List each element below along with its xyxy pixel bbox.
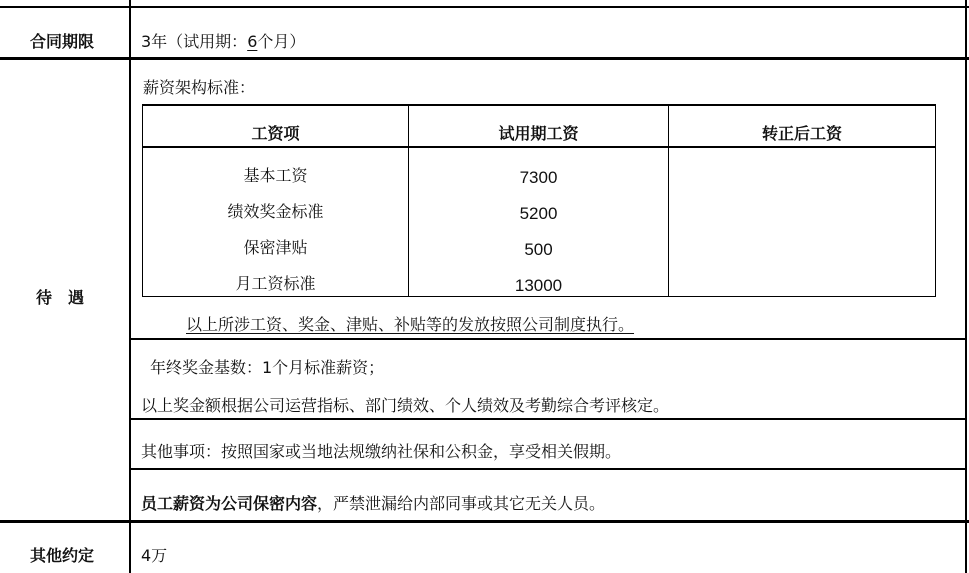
right-border — [965, 0, 967, 573]
row-item-performance-bonus: 绩效奖金标准 — [227, 202, 324, 221]
bonus-assessment-note: 以上奖金额根据公司运营指标、部门绩效、个人绩效及考勤综合考评核定。 — [141, 396, 670, 415]
year-end-bonus-base: 年终奖金基数：1个月标准薪资； — [150, 358, 385, 377]
benefits-label: 待 遇 — [36, 288, 85, 307]
contract-term-label: 合同期限 — [30, 32, 95, 51]
confidentiality-rest: ，严禁泄漏给内部同事或其它无关人员。 — [317, 494, 606, 513]
row-probation-monthly-salary: 13000 — [514, 276, 563, 295]
row-probation-performance-bonus: 5200 — [519, 204, 558, 223]
row-item-base-salary: 基本工资 — [243, 166, 308, 185]
probation-months: 6 — [247, 32, 258, 51]
row-probation-confidentiality-allowance: 500 — [524, 240, 553, 259]
salary-table-bottom — [142, 296, 936, 297]
other-matters-text: 其他事项：按照国家或当地法规缴纳社保和公积金，享受相关假期。 — [141, 442, 622, 461]
salary-table-note: 以上所涉工资、奖金、津贴、补贴等的发放按照公司制度执行。 — [186, 315, 635, 334]
benefits-sub-divider-2 — [130, 418, 967, 420]
contract-term-prefix: 3年（试用期： — [141, 32, 248, 51]
row-divider-contract — [0, 57, 969, 60]
header-regular-salary: 转正后工资 — [761, 124, 842, 143]
header-item: 工资项 — [251, 124, 300, 143]
salary-confidentiality-notice — [141, 496, 605, 512]
salary-table-right — [935, 104, 936, 297]
salary-structure-title: 薪资架构标准： — [143, 78, 256, 97]
benefits-sub-divider-1 — [130, 338, 967, 340]
benefits-sub-divider-3 — [130, 468, 967, 470]
salary-table-header-bottom — [142, 146, 936, 148]
confidentiality-bold: 员工薪资为公司保密内容 — [141, 494, 318, 513]
other-agreement-label: 其他约定 — [30, 546, 95, 565]
row-item-monthly-salary: 月工资标准 — [235, 274, 316, 293]
salary-table-top — [142, 104, 936, 106]
header-probation-salary: 试用期工资 — [498, 124, 579, 143]
other-agreement-value: 4万 — [141, 546, 168, 565]
top-border — [0, 6, 969, 8]
row-probation-base-salary: 7300 — [519, 168, 558, 187]
row-item-confidentiality-allowance: 保密津贴 — [243, 238, 308, 257]
row-divider-benefits — [0, 520, 969, 523]
contract-term-value — [141, 34, 305, 50]
contract-term-suffix: 个月） — [257, 32, 306, 51]
label-column-divider — [129, 0, 131, 573]
